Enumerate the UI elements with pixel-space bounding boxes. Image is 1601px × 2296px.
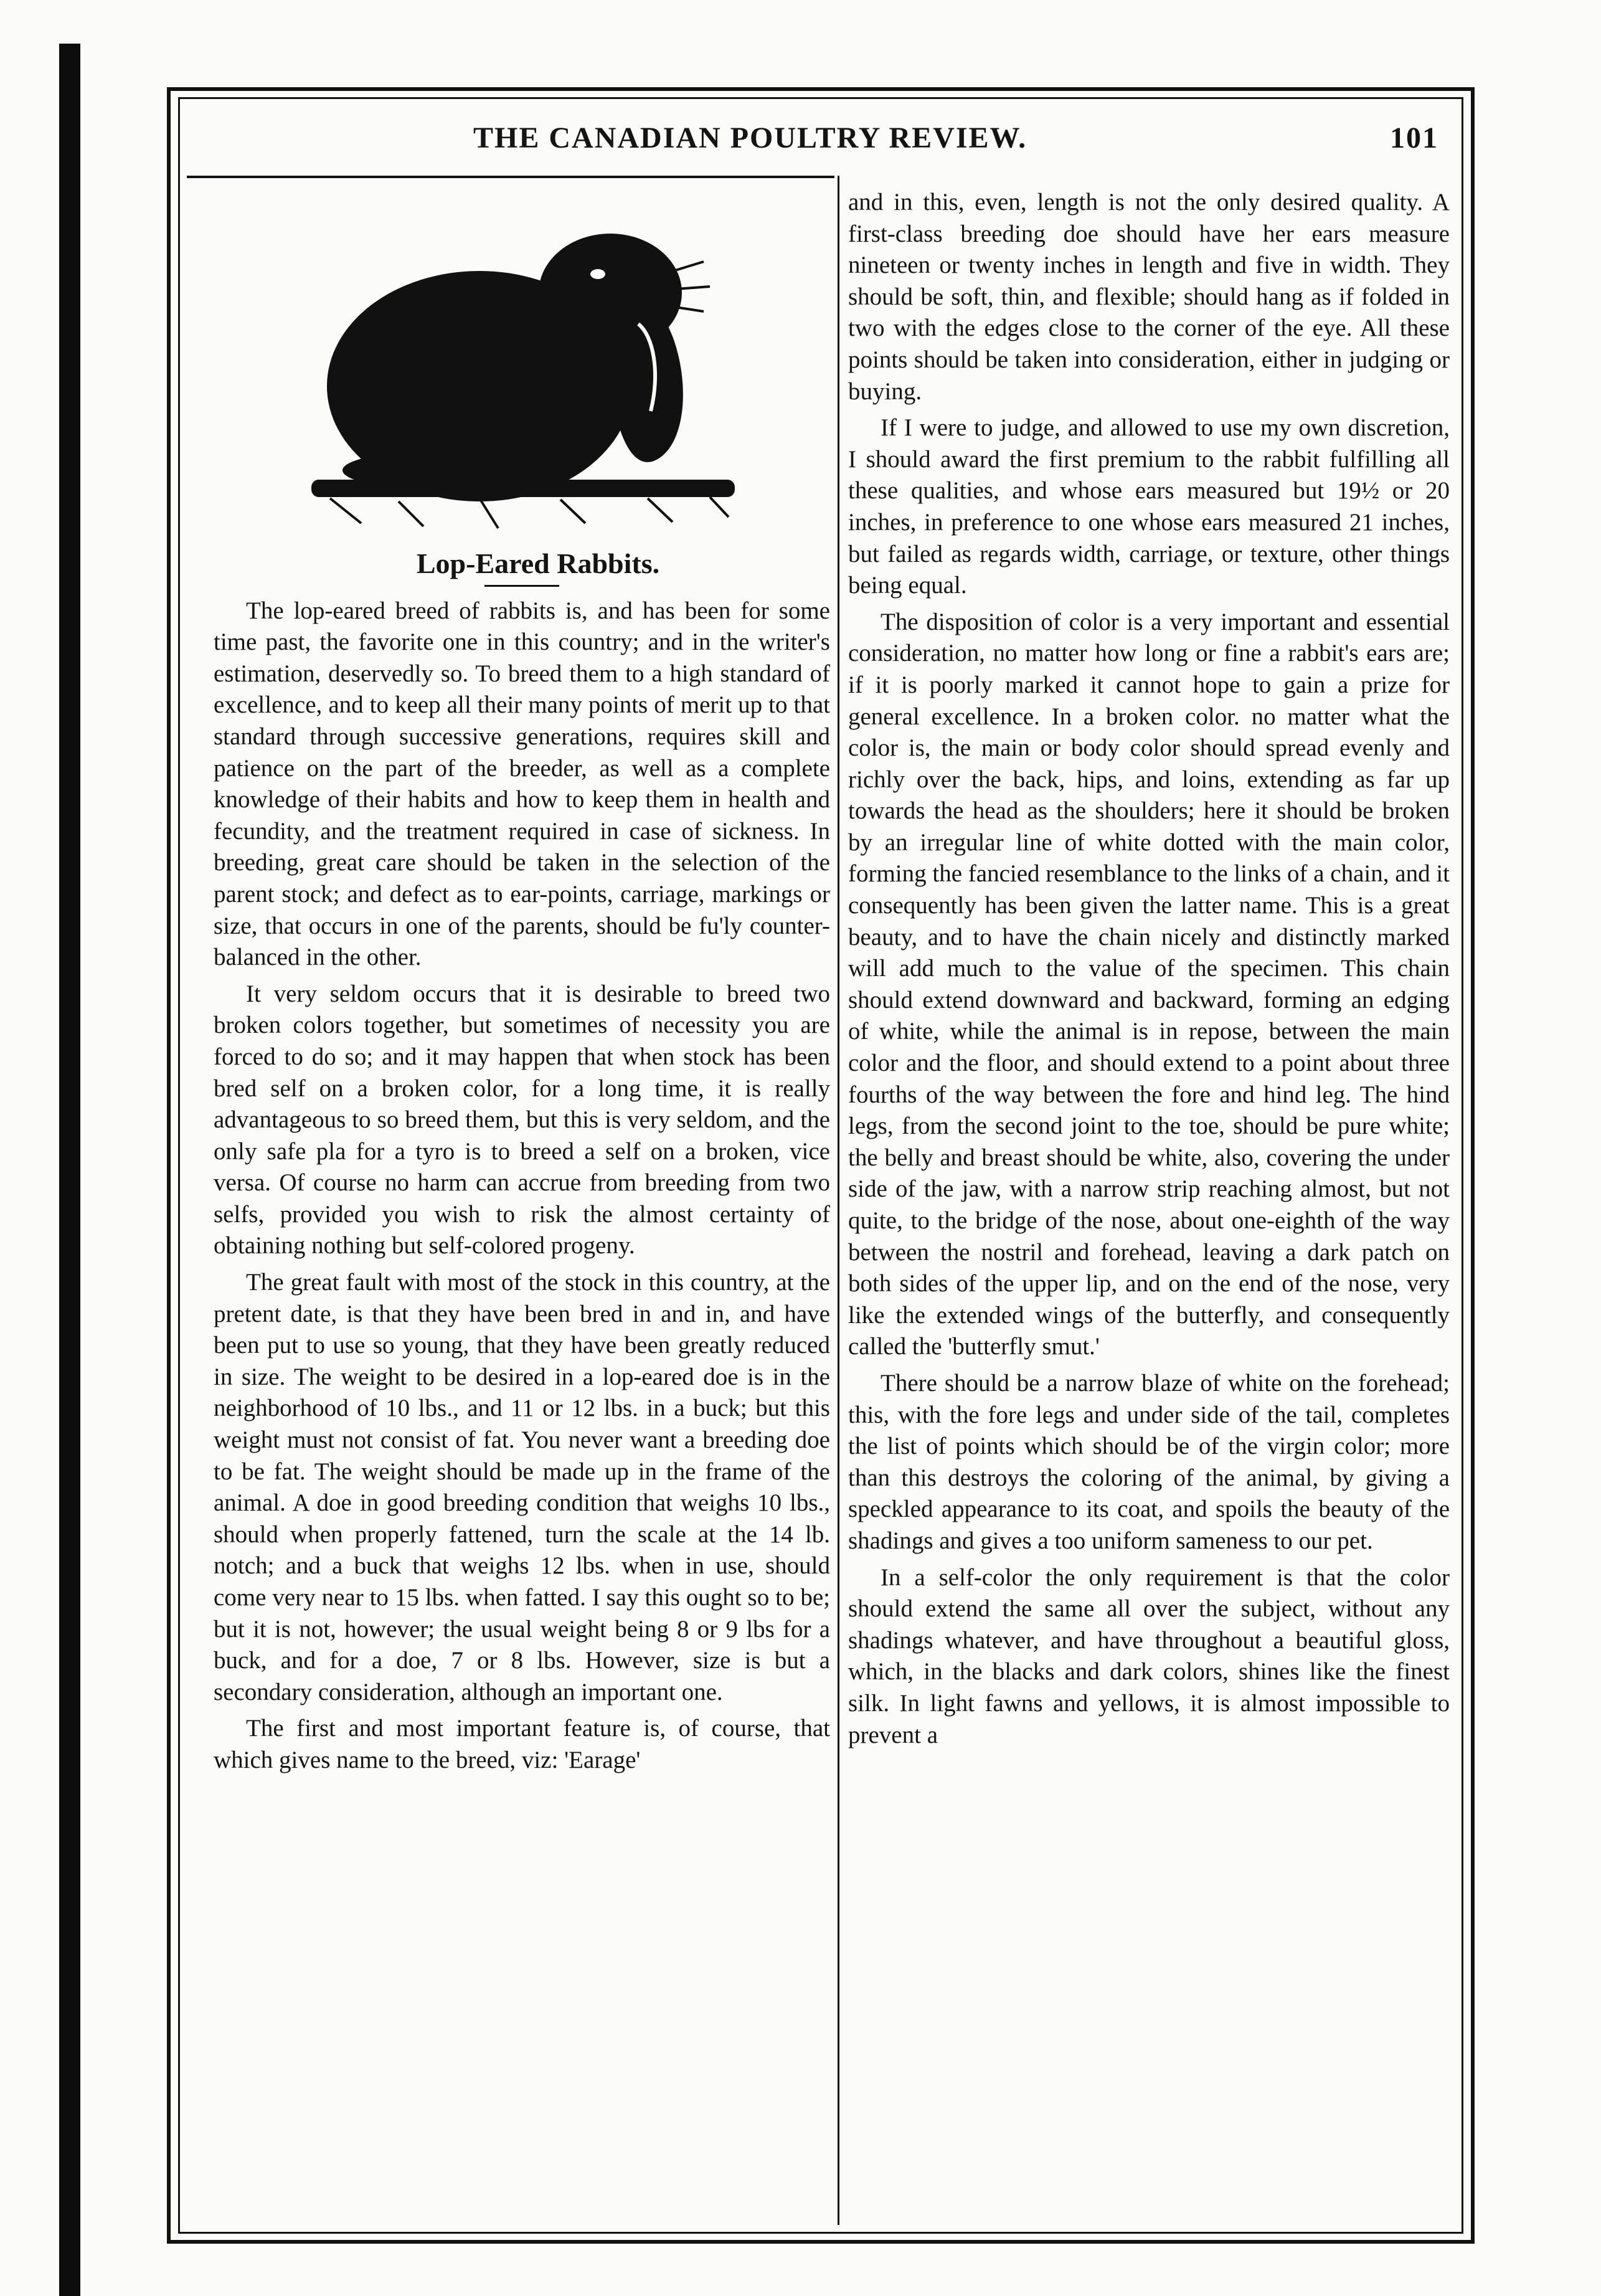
- running-head: [187, 112, 1457, 162]
- journal-title: THE CANADIAN POULTRY REVIEW.: [473, 121, 1027, 154]
- paragraph: It very seldom occurs that it is desirable to breed two broken colors together, but sometimes of necessity you are forced to do so; and it may happen that when stock has been bred self on a broken color, for a long time, it is really advantageous to so breed them, but this is very seldom, and the only safe pla for a tyro is to breed a self on a broken, vice versa. Of course no harm can accrue from breeding from two selfs, provided you wish to risk the almost certainty of obtaining nothing but self-colored progeny.: [214, 980, 830, 1259]
- column-rule: [838, 176, 839, 2225]
- rabbit-engraving: [274, 187, 772, 536]
- page-number: 101: [1390, 121, 1438, 154]
- paragraph: If I were to judge, and allowed to use my own discretion, I should award the first premium to the rabbit fulfilling all these qualities, and whose ears measured but 19½ or 20 inches, in preference to one whose ears measured 21 inches, but failed as regards width, carriage, or texture, other things being equal.: [848, 414, 1450, 599]
- paragraph: The first and most important feature is, of course, that which gives name to the breed, viz: 'Earage': [214, 1715, 830, 1773]
- paragraph: and in this, even, length is not the only desired quality. A first-class breeding doe should have her ears measure nineteen or twenty inches in length and five in width. They should be soft, thin, and flexible; should hang as if folded in two with the edges close to the corner of the eye. All these points should be taken into consideration, either in judging or buying.: [848, 189, 1450, 405]
- paragraph: The disposition of color is a very important and essential consideration, no matter how long or fine a rabbit's ears are; if it is poorly marked it cannot hope to gain a prize for general excellence. In a broken color. no matter what the color is, the main or body color should spread evenly and richly over the back, hips, and loins, extending as far up towards the head as the shoulders; here it should be broken by an irregular line of white dotted with the main color, forming the fancied resemblance to the links of a chain, and it consequently has been given the latter name. This is a great beauty, and to have the chain nicely and distinctly marked will add much to the value of the specimen. This chain should extend downward and backward, forming an edging of white, while the animal is in repose, between the main color and the floor, and should extend to a point about three fourths of the way between the fore and hind leg. The hind legs, from the second joint to the toe, should be pure white; the belly and breast should be white, also, covering the under side of the jaw, with a narrow strip reaching almost, but not quite, to the bridge of the nose, about one-eighth of the way between the nostril and forehead, leaving a dark patch on both sides of the upper lip, and on the end of the nose, very like the extended wings of the butterfly, and consequently called the 'butterfly smut.': [848, 608, 1450, 1360]
- article-heading: Lop-Eared Rabbits.: [416, 548, 660, 579]
- right-column: [848, 187, 1450, 1756]
- heading-rule: [484, 585, 559, 587]
- left-column: [214, 548, 830, 1781]
- binding-spine: [59, 44, 80, 2296]
- paragraph: In a self-color the only requirement is that the color should extend the same all over the subject, without any shadings whatever, and have throughout a beautiful gloss, which, in the blacks and dark colors, shines like the finest silk. In light fawns and yellows, it is almost impossible to prevent a: [848, 1563, 1450, 1748]
- paragraph: There should be a narrow blaze of white on the forehead; this, with the fore legs and under side of the tail, completes the list of points which should be of the virgin color; more than this destroys the coloring of the animal, by giving a speckled appearance to its coat, and spoils the beauty of the shadings and gives a too uniform sameness to our pet.: [848, 1369, 1450, 1554]
- paragraph: The lop-eared breed of rabbits is, and has been for some time past, the favorite one in this country; and in the writer's estimation, deservedly so. To breed them to a high standard of excellence, and to keep all their many points of merit up to that standard through successive generations, requires skill and patience on the part of the breeder, as well as a complete knowledge of their habits and how to keep them in health and fecundity, and the treatment required in case of sickness. In breeding, great care should be taken in the selection of the parent stock; and defect as to ear-points, carriage, markings or size, that occurs in one of the parents, should be fu'ly counter-balanced in the other.: [214, 597, 830, 971]
- paragraph: The great fault with most of the stock in this country, at the pretent date, is that they have been bred in and in, and have been put to use so young, that they have been greatly reduced in size. The weight to be desired in a lop-eared doe is in the neighborhood of 10 lbs., and 11 or 12 lbs. in a buck; but this weight must not consist of fat. You never want a breeding doe to be fat. The weight should be made up in the frame of the animal. A doe in good breeding condition that weighs 10 lbs., should when properly fattened, turn the scale at the 14 lb. notch; and a buck that weighs 12 lbs. when in use, should come very near to 15 lbs. when fatted. I say this ought so to be; but it is not, however; the usual weight being 8 or 9 lbs for a buck, and for a doe, 7 or 8 lbs. However, size is but a secondary consideration, although an important one.: [214, 1269, 830, 1705]
- header-rule: [187, 176, 834, 178]
